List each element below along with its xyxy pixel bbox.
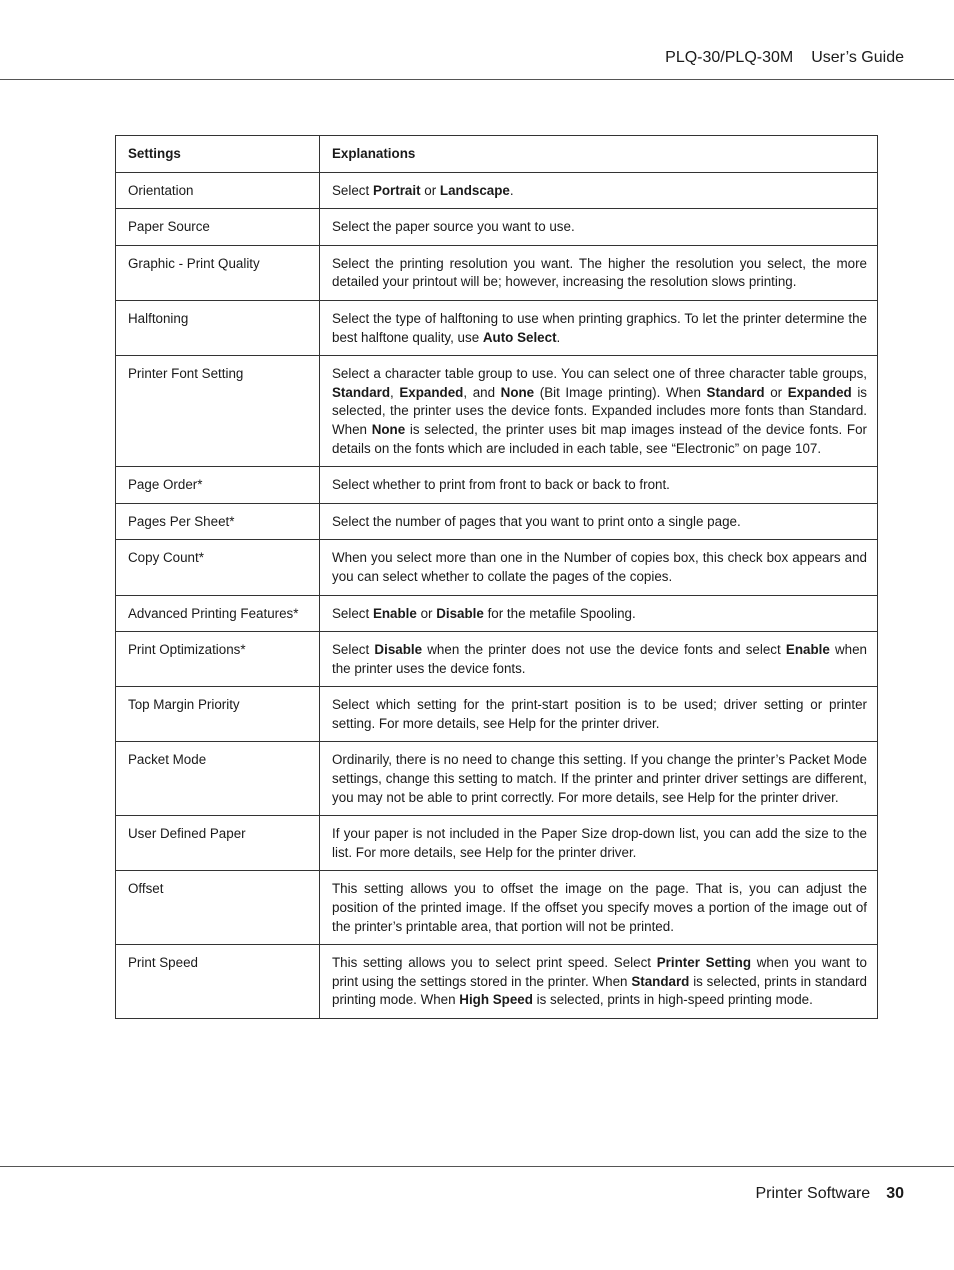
- explanation-text: Select whether to print from front to back or back to front.: [332, 477, 670, 493]
- explanation-emphasis: Standard: [631, 973, 690, 989]
- header-text: [665, 49, 904, 67]
- explanation-emphasis: Enable: [785, 642, 830, 658]
- setting-name: Page Order*: [116, 467, 320, 504]
- explanation-text: for the metafile Spooling.: [483, 605, 636, 621]
- setting-name: Offset: [116, 871, 320, 945]
- table-row: [116, 945, 878, 1019]
- explanation-text: Ordinarily, there is no need to change this setting. If you change the printer’s Packet Mode settings, change this setting to match. If the printer and printer driver settings are different, you may not be able to print correctly. For more details, see Help for the printer driver.: [332, 752, 867, 805]
- explanation-text: when you want to print using the settings stored in the printer. When: [332, 955, 868, 989]
- explanation-emphasis: Printer Setting: [656, 955, 752, 971]
- column-header-explanations: Explanations: [320, 136, 878, 173]
- table-header-row: [116, 136, 878, 173]
- explanation-text: Select: [332, 605, 373, 621]
- setting-explanation: [320, 742, 878, 816]
- table-row: [116, 356, 878, 467]
- setting-explanation: [320, 632, 878, 687]
- explanation-text: .: [556, 329, 561, 345]
- setting-name: Printer Font Setting: [116, 356, 320, 467]
- table-row: [116, 540, 878, 595]
- explanation-emphasis: Expanded: [787, 384, 852, 400]
- explanation-text: Select the number of pages that you want to print onto a single page.: [332, 513, 741, 529]
- setting-explanation: [320, 172, 878, 209]
- explanation-emphasis: High Speed: [459, 992, 533, 1008]
- setting-name: Print Optimizations*: [116, 632, 320, 687]
- explanation-text: (Bit Image printing). When: [534, 384, 707, 400]
- setting-name: Packet Mode: [116, 742, 320, 816]
- table-body: [116, 172, 878, 1018]
- table-row: [116, 467, 878, 504]
- setting-explanation: [320, 245, 878, 300]
- setting-explanation: [320, 816, 878, 871]
- explanation-emphasis: Disable: [374, 642, 423, 658]
- explanation-emphasis: Landscape: [439, 182, 510, 198]
- setting-explanation: [320, 503, 878, 540]
- setting-name: Copy Count*: [116, 540, 320, 595]
- explanation-emphasis: Auto Select: [482, 329, 557, 345]
- table-row: [116, 816, 878, 871]
- explanation-text: , and: [463, 384, 501, 400]
- explanation-emphasis: Portrait: [372, 182, 421, 198]
- explanation-text: This setting allows you to offset the image on the page. That is, you can adjust the position of the printed image. If the offset you specify moves a portion of the image out of the printer’s printable area, that portion will not be printed.: [332, 881, 867, 934]
- setting-name: Top Margin Priority: [116, 687, 320, 742]
- setting-explanation: [320, 209, 878, 246]
- explanation-emphasis: None: [500, 384, 535, 400]
- explanation-text: is selected, prints in standard printing mode. When: [332, 973, 867, 1008]
- page-number: 30: [886, 1185, 904, 1202]
- setting-explanation: [320, 300, 878, 355]
- explanation-text: is selected, the printer uses the device fonts. Expanded includes more fonts than Standard. When: [332, 384, 867, 437]
- header-model: PLQ-30/PLQ-30M: [665, 49, 794, 66]
- table-row: [116, 687, 878, 742]
- setting-explanation: [320, 871, 878, 945]
- footer-section: Printer Software: [755, 1185, 871, 1202]
- explanation-text: or: [416, 605, 437, 621]
- explanation-emphasis: Standard: [332, 384, 391, 400]
- setting-name: Paper Source: [116, 209, 320, 246]
- settings-table: [115, 135, 878, 1019]
- setting-explanation: [320, 356, 878, 467]
- table-row: [116, 209, 878, 246]
- table-row: [116, 503, 878, 540]
- setting-name: Pages Per Sheet*: [116, 503, 320, 540]
- header-guide-title: User’s Guide: [811, 49, 904, 66]
- explanation-text: or: [764, 384, 788, 400]
- page-footer: [0, 1166, 954, 1202]
- explanation-text: or: [420, 182, 440, 198]
- explanation-text: Select: [332, 642, 375, 658]
- setting-explanation: [320, 540, 878, 595]
- explanation-text: Select the paper source you want to use.: [332, 219, 575, 235]
- table-row: [116, 632, 878, 687]
- setting-explanation: [320, 467, 878, 504]
- explanation-text: is selected, prints in high-speed printing mode.: [532, 992, 813, 1008]
- explanation-emphasis: Expanded: [399, 384, 464, 400]
- explanation-text: Select: [332, 182, 373, 198]
- table-row: [116, 300, 878, 355]
- table-row: [116, 172, 878, 209]
- setting-explanation: [320, 687, 878, 742]
- explanation-emphasis: Disable: [436, 605, 484, 621]
- explanation-emphasis: Enable: [372, 605, 417, 621]
- explanation-text: is selected, the printer uses bit map images instead of the device fonts. For details on the fonts which are included in each table, see “Electronic” on page 107.: [332, 421, 867, 456]
- explanation-text: when the printer does not use the device fonts and select: [422, 642, 786, 658]
- explanation-text: If your paper is not included in the Paper Size drop-down list, you can add the size to the list. For more details, see Help for the printer driver.: [332, 826, 867, 860]
- setting-name: Advanced Printing Features*: [116, 595, 320, 632]
- explanation-emphasis: None: [371, 421, 406, 437]
- setting-name: User Defined Paper: [116, 816, 320, 871]
- table-row: [116, 871, 878, 945]
- explanation-text: .: [509, 182, 514, 198]
- setting-explanation: [320, 595, 878, 632]
- explanation-text: Select a character table group to use. You can select one of three character table groups,: [332, 366, 867, 382]
- footer-text: [755, 1185, 904, 1203]
- table-row: [116, 742, 878, 816]
- setting-explanation: [320, 945, 878, 1019]
- page-header: [0, 0, 954, 80]
- setting-name: Graphic - Print Quality: [116, 245, 320, 300]
- setting-name: Halftoning: [116, 300, 320, 355]
- table-row: [116, 595, 878, 632]
- explanation-text: This setting allows you to select print speed. Select: [332, 955, 657, 971]
- explanation-text: Select the printing resolution you want. The higher the resolution you select, the more detailed your printout will be; however, increasing the resolution slows printing.: [332, 255, 867, 290]
- explanation-text: when the printer uses the device fonts.: [332, 642, 868, 676]
- setting-name: Orientation: [116, 172, 320, 209]
- explanation-emphasis: Standard: [706, 384, 765, 400]
- explanation-text: ,: [390, 384, 400, 400]
- setting-name: Print Speed: [116, 945, 320, 1019]
- table-row: [116, 245, 878, 300]
- explanation-text: When you select more than one in the Number of copies box, this check box appears and you can select whether to collate the pages of the copies.: [332, 550, 867, 584]
- column-header-settings: Settings: [116, 136, 320, 173]
- explanation-text: Select which setting for the print-start position is to be used; driver setting or printer setting. For more details, see Help for the printer driver.: [332, 697, 867, 731]
- explanation-text: Select the type of halftoning to use when printing graphics. To let the printer determine the best halftone quality, use: [332, 310, 867, 345]
